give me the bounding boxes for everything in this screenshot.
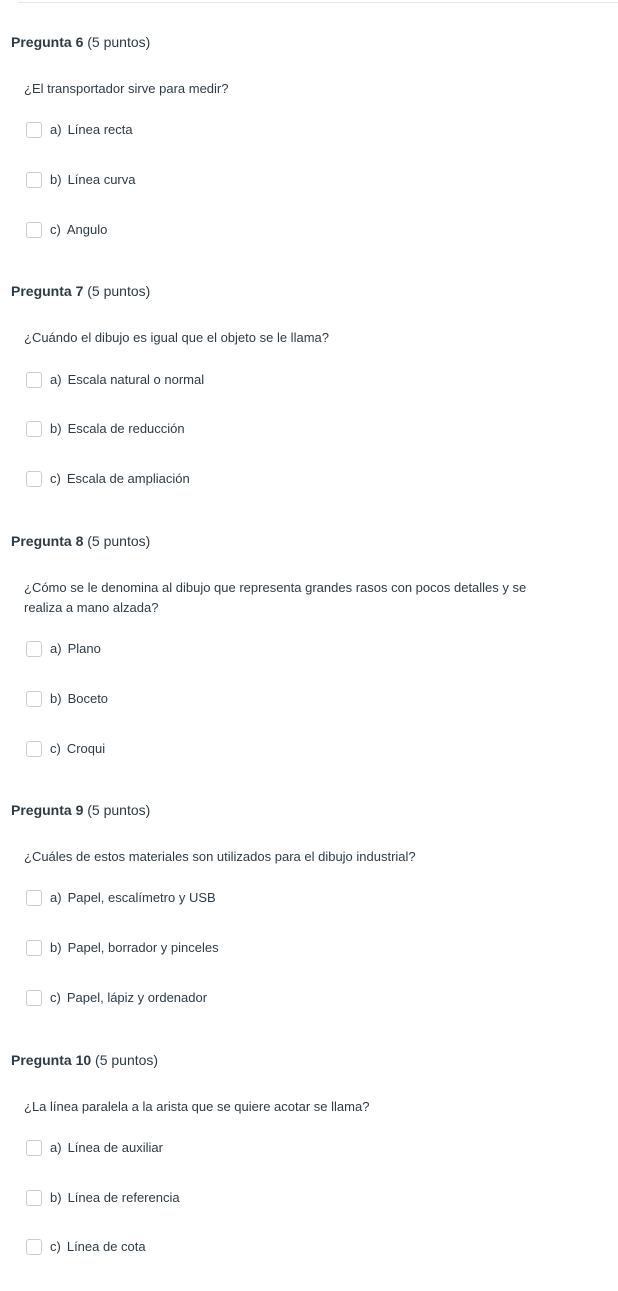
question-text: ¿Cuándo el dibujo es igual que el objeto se le llama? — [24, 330, 329, 345]
question-points: (5 puntos) — [87, 802, 151, 818]
checkbox[interactable] — [26, 641, 42, 657]
answer-option-a[interactable] — [26, 888, 216, 908]
checkbox[interactable] — [26, 1239, 42, 1255]
question-title: Pregunta 7 — [11, 283, 84, 299]
answer-label: Escala natural o normal — [67, 372, 205, 387]
answer-label: Línea de auxiliar — [67, 1140, 163, 1155]
answer-label: Papel, borrador y pinceles — [67, 940, 219, 955]
answer-label: Línea de cota — [66, 1239, 146, 1254]
question-text: ¿Cómo se le denomina al dibujo que representa grandes rasos con pocos detalles y se realiza a mano alzada? — [24, 580, 527, 615]
answer-letter: b) — [50, 421, 62, 436]
answer-letter: a) — [50, 372, 62, 387]
answer-label: Línea de referencia — [67, 1190, 180, 1205]
answer-label: Boceto — [67, 691, 109, 706]
checkbox[interactable] — [26, 741, 42, 757]
checkbox[interactable] — [26, 222, 42, 238]
question-header — [11, 1051, 158, 1069]
question-title: Pregunta 6 — [11, 34, 84, 50]
question-title: Pregunta 9 — [11, 802, 84, 818]
question-header — [11, 33, 150, 51]
question-points: (5 puntos) — [87, 34, 151, 50]
answer-label: Plano — [67, 641, 101, 656]
question-title: Pregunta 10 — [11, 1052, 92, 1068]
answer-letter: b) — [50, 172, 62, 187]
answer-letter: b) — [50, 940, 62, 955]
question-points: (5 puntos) — [87, 533, 151, 549]
question-header — [11, 532, 150, 550]
answer-label: Angulo — [66, 222, 108, 237]
top-divider — [18, 2, 618, 3]
answer-option-b[interactable] — [26, 1188, 180, 1208]
answer-label: Línea curva — [67, 172, 136, 187]
checkbox[interactable] — [26, 1190, 42, 1206]
checkbox[interactable] — [26, 122, 42, 138]
question-points: (5 puntos) — [87, 283, 151, 299]
answer-option-b[interactable] — [26, 170, 136, 190]
answer-letter: a) — [50, 1140, 62, 1155]
answer-letter: c) — [50, 471, 61, 486]
answer-option-c[interactable] — [26, 220, 107, 240]
answer-letter: c) — [50, 222, 61, 237]
answer-option-c[interactable] — [26, 739, 105, 759]
question-header — [11, 282, 150, 300]
checkbox[interactable] — [26, 172, 42, 188]
question-title: Pregunta 8 — [11, 533, 84, 549]
checkbox[interactable] — [26, 421, 42, 437]
answer-option-a[interactable] — [26, 639, 101, 659]
answer-letter: a) — [50, 641, 62, 656]
answer-label: Papel, lápiz y ordenador — [66, 990, 208, 1005]
answer-label: Línea recta — [67, 122, 133, 137]
answer-letter: a) — [50, 122, 62, 137]
answer-option-b[interactable] — [26, 689, 108, 709]
answer-letter: b) — [50, 691, 62, 706]
checkbox[interactable] — [26, 1140, 42, 1156]
answer-letter: c) — [50, 990, 61, 1005]
answer-option-b[interactable] — [26, 419, 185, 439]
answer-label: Escala de ampliación — [66, 471, 190, 486]
question-text: ¿La línea paralela a la arista que se quiere acotar se llama? — [24, 1099, 370, 1114]
answer-label: Escala de reducción — [67, 421, 185, 436]
answer-option-c[interactable] — [26, 988, 207, 1008]
checkbox[interactable] — [26, 471, 42, 487]
question-header — [11, 801, 150, 819]
question-text: ¿Cuáles de estos materiales son utilizados para el dibujo industrial? — [24, 849, 416, 864]
answer-option-a[interactable] — [26, 370, 204, 390]
answer-option-a[interactable] — [26, 120, 133, 140]
answer-letter: b) — [50, 1190, 62, 1205]
checkbox[interactable] — [26, 691, 42, 707]
question-points: (5 puntos) — [95, 1052, 159, 1068]
answer-option-c[interactable] — [26, 469, 190, 489]
answer-label: Papel, escalímetro y USB — [67, 890, 216, 905]
answer-label: Croqui — [66, 741, 106, 756]
checkbox[interactable] — [26, 372, 42, 388]
answer-option-c[interactable] — [26, 1237, 146, 1257]
answer-option-a[interactable] — [26, 1138, 163, 1158]
answer-letter: c) — [50, 741, 61, 756]
checkbox[interactable] — [26, 940, 42, 956]
checkbox[interactable] — [26, 990, 42, 1006]
question-text: ¿El transportador sirve para medir? — [24, 81, 229, 96]
answer-letter: c) — [50, 1239, 61, 1254]
answer-letter: a) — [50, 890, 62, 905]
checkbox[interactable] — [26, 890, 42, 906]
answer-option-b[interactable] — [26, 938, 219, 958]
